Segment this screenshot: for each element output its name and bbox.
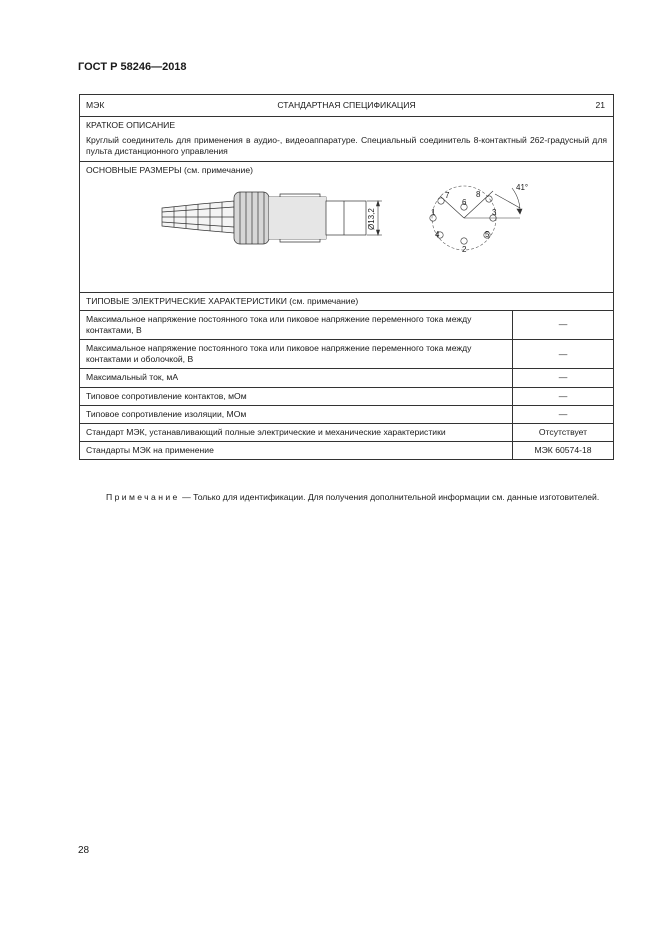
table-header-row [80, 95, 614, 117]
param-cell: Максимальное напряжение постоянного тока или пиковое напряжение переменного тока между контактами и оболочкой, В [80, 340, 513, 369]
table-row [80, 387, 614, 405]
value-cell: Отсутствует [513, 423, 614, 441]
value-cell: — [513, 310, 614, 339]
electrical-title: ТИПОВЫЕ ЭЛЕКТРИЧЕСКИЕ ХАРАКТЕРИСТИКИ (см. примечание) [86, 295, 359, 306]
table-row [80, 423, 614, 441]
value-cell: — [513, 405, 614, 423]
org-label: МЭК [86, 100, 105, 110]
pin-label-8: 8 [476, 189, 481, 199]
connector-side-view [162, 192, 366, 244]
table-note [79, 491, 615, 503]
pin-label-2: 2 [462, 244, 467, 254]
table-row [80, 405, 614, 423]
table-row [80, 310, 614, 339]
param-cell: Максимальный ток, мА [80, 369, 513, 387]
value-cell: — [513, 340, 614, 369]
param-cell: Максимальное напряжение постоянного тока или пиковое напряжение переменного тока между контактами, В [80, 310, 513, 339]
diameter-label: Ø13,2 [367, 207, 376, 230]
pin-label-5: 5 [485, 229, 490, 239]
value-cell: — [513, 369, 614, 387]
dimensions-title: ОСНОВНЫЕ РАЗМЕРЫ (см. примечание) [86, 164, 253, 175]
value-cell: МЭК 60574-18 [513, 442, 614, 460]
spec-number: 21 [595, 100, 605, 110]
brief-description-row [80, 117, 614, 162]
dimensions-row [80, 161, 614, 292]
angle-label: 41° [516, 182, 529, 192]
pin-label-1: 1 [431, 207, 436, 217]
specification-table [79, 94, 614, 460]
param-cell: Стандарты МЭК на применение [80, 442, 513, 460]
brief-text: Круглый соединитель для применения в аудио-, видеоаппаратуре. Специальный соединитель 8-контактный 262-градусный для пульта дистанционного управления [86, 135, 607, 157]
param-cell: Типовое сопротивление изоляции, МОм [80, 405, 513, 423]
pin-label-4: 4 [435, 229, 440, 239]
pin-label-7: 7 [445, 190, 450, 200]
value-cell: — [513, 387, 614, 405]
spec-title: СТАНДАРТНАЯ СПЕЦИФИКАЦИЯ [277, 100, 416, 110]
note-label: Примечание [106, 492, 180, 502]
table-row [80, 340, 614, 369]
table-row [80, 442, 614, 460]
brief-title: КРАТКОЕ ОПИСАНИЕ [86, 120, 176, 130]
pin-label-3: 3 [492, 207, 497, 217]
note-text: — Только для идентификации. Для получения дополнительной информации см. данные изготовителей. [179, 492, 600, 502]
table-row [80, 369, 614, 387]
electrical-title-row [80, 292, 614, 310]
document-code: ГОСТ Р 58246—2018 [78, 61, 187, 73]
page-number: 28 [78, 845, 90, 856]
connector-drawing [80, 178, 615, 284]
param-cell: Типовое сопротивление контактов, мОм [80, 387, 513, 405]
pin-label-6: 6 [462, 197, 467, 207]
param-cell: Стандарт МЭК, устанавливающий полные электрические и механические характеристики [80, 423, 513, 441]
